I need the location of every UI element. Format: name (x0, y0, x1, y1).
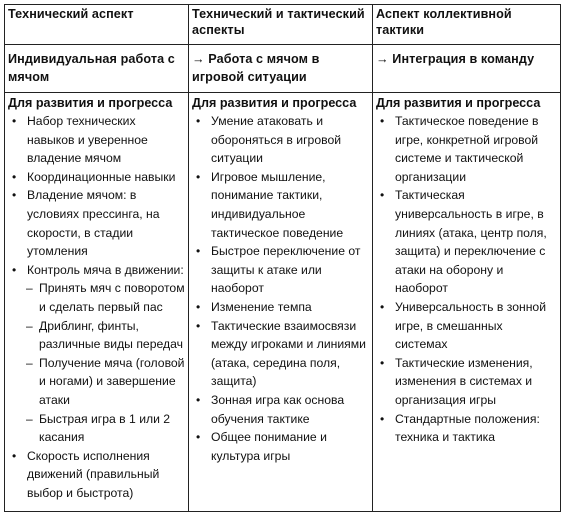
skills-list-technical-tactical (192, 112, 369, 465)
list-item-text: Набор технических навыков и уверенное владение мячом (27, 114, 148, 166)
content-column-technical-tactical (189, 94, 372, 511)
list-item (8, 112, 185, 168)
list-item (8, 168, 185, 187)
list-item-text: Быстрая игра в 1 или 2 касания (39, 411, 171, 445)
bullet-marker: – (26, 281, 33, 296)
bullet-marker: • (196, 244, 201, 259)
bullet-marker: • (380, 188, 385, 203)
list-item-text: Контроль мяча в движении: (27, 262, 184, 277)
bullet-marker: • (196, 169, 201, 184)
list-item (8, 186, 185, 260)
header-technical: Технический аспект (8, 7, 134, 21)
list-item-text: Умение атаковать и обороняться в игровой ситуации (211, 114, 342, 166)
content-column-collective (373, 94, 560, 511)
list-item-text: Стандартные положения: техника и тактика (395, 411, 540, 445)
list-item (376, 410, 557, 447)
bullet-marker: – (26, 411, 33, 426)
list-item (192, 112, 369, 168)
list-item-text: Дриблинг, финты, различные виды передач (39, 318, 183, 352)
bullet-marker: • (380, 299, 385, 314)
list-item-text: Владение мячом: в условиях прессинга, на скорости, в стадии утомления (27, 188, 160, 259)
section-title: Для развития и прогресса (8, 96, 173, 110)
bullet-marker: • (196, 114, 201, 128)
bullet-marker: • (196, 392, 201, 407)
list-item-text: Принять мяч с поворотом и сделать первый пас (39, 281, 185, 314)
list-item-text: Универсальность в зонной игре, в смешанных системах (395, 299, 547, 352)
skills-list-technical (8, 112, 185, 502)
list-item (192, 391, 369, 428)
list-item (376, 298, 557, 354)
skills-list-collective (376, 112, 557, 447)
list-item-text: Общее понимание и культура игры (211, 430, 327, 463)
list-item-text: Тактическая универсальность в игре, в линиях (атака, центр поля, защита) и переключение с атаки на оборону и наоборот (395, 188, 547, 296)
bullet-marker: – (26, 355, 33, 370)
list-item-text: Зонная игра как основа обучения тактике (211, 392, 345, 426)
bullet-marker: • (380, 355, 385, 370)
list-item-text: Изменение темпа (211, 299, 312, 314)
bullet-marker: • (196, 318, 201, 333)
bullet-marker: • (196, 299, 201, 314)
list-item-text: Тактические изменения, изменения в системах и организация игры (395, 355, 533, 407)
list-item-text: Игровое мышление, понимание тактики, индивидуальное тактическое поведение (211, 169, 344, 240)
bullet-marker: • (12, 262, 17, 277)
list-item-text: Тактические взаимосвязи между игроками и линиями (атака, середина поля, защита) (211, 318, 366, 389)
bullet-marker: • (12, 169, 17, 184)
bullet-marker: • (12, 188, 17, 203)
header-technical-tactical: Технический и тактический аспекты (192, 7, 365, 37)
list-item (376, 354, 557, 410)
list-item-text: Тактическое поведение в игре, конкретной игровой системе и тактической организации (395, 114, 539, 184)
list-item (192, 298, 369, 317)
stage-individual-work: Индивидуальная работа с мячом (8, 52, 175, 84)
list-item-text: Координационные навыки (27, 169, 176, 184)
sub-list-item (8, 317, 185, 354)
aspects-table (4, 4, 561, 512)
list-item (376, 112, 557, 186)
list-item-text: Быстрое переключение от защиты к атаке или наоборот (211, 244, 361, 296)
stage-team-integration: → Интеграция в команду (376, 52, 535, 66)
list-item (8, 261, 185, 280)
sub-list-item (8, 354, 185, 410)
sub-list-item (8, 410, 185, 447)
list-item (192, 168, 369, 242)
bullet-marker: • (12, 448, 17, 463)
content-column-technical (5, 94, 188, 511)
list-item (376, 186, 557, 298)
row-divider-2 (5, 92, 560, 93)
bullet-marker: • (380, 114, 385, 128)
bullet-marker: • (196, 430, 201, 445)
list-item-text: Скорость исполнения движений (правильный выбор и быстрота) (27, 448, 160, 500)
sub-list-item (8, 279, 185, 316)
section-title: Для развития и прогресса (376, 96, 541, 110)
stage-game-situation: → Работа с мячом в игровой ситуации (192, 52, 320, 84)
bullet-marker: • (380, 411, 385, 426)
row-divider-1 (5, 44, 560, 45)
list-item (192, 317, 369, 391)
list-item (192, 428, 369, 465)
header-collective-tactics: Аспект коллективной тактики (376, 7, 512, 37)
list-item-text: Получение мяча (головой и ногами) и завершение атаки (39, 355, 185, 407)
section-title: Для развития и прогресса (192, 96, 357, 110)
list-item (8, 447, 185, 503)
bullet-marker: – (26, 318, 33, 333)
list-item (192, 242, 369, 298)
bullet-marker: • (12, 114, 17, 128)
